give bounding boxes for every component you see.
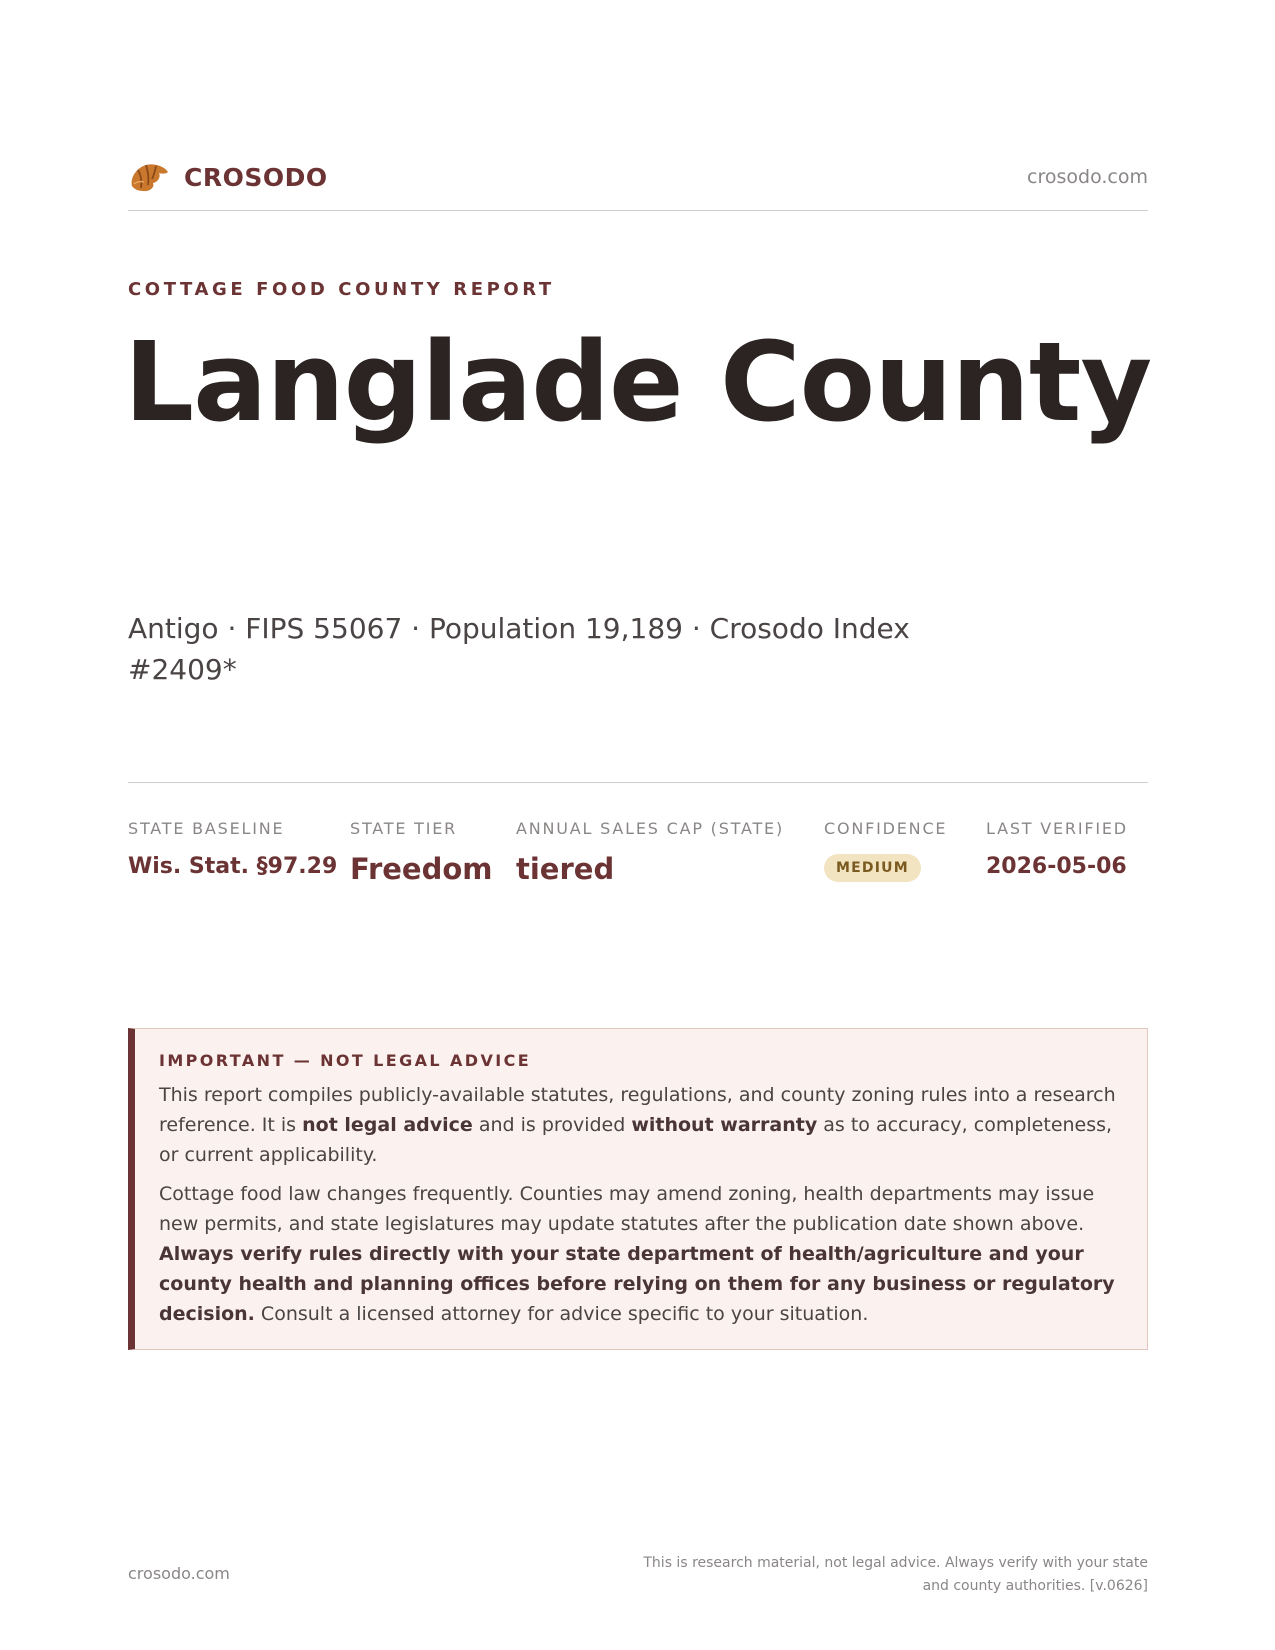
stat-state-tier bbox=[350, 819, 493, 886]
report-eyebrow: COTTAGE FOOD COUNTY REPORT bbox=[128, 279, 555, 300]
croissant-icon bbox=[128, 158, 170, 196]
stat-state-baseline bbox=[128, 819, 337, 879]
brand bbox=[128, 158, 328, 196]
brand-name: CROSODO bbox=[184, 162, 328, 192]
legal-notice bbox=[128, 1028, 1148, 1350]
notice-heading: IMPORTANT — NOT LEGAL ADVICE bbox=[159, 1051, 532, 1070]
header-url[interactable]: crosodo.com bbox=[1027, 166, 1148, 188]
confidence-badge: MEDIUM bbox=[824, 854, 921, 882]
stat-confidence bbox=[824, 819, 947, 882]
stat-label: STATE TIER bbox=[350, 819, 458, 838]
page-header bbox=[128, 158, 1148, 211]
notice-paragraph-1: This report compiles publicly-available statutes, regulations, and county zoning rules into a research reference. It is not legal advice and is provided without warranty as to accuracy, completeness, or current applicability. bbox=[159, 1084, 1116, 1166]
report-subtitle: Antigo · FIPS 55067 · Population 19,189 · Crosodo Index #2409* bbox=[128, 612, 910, 686]
stat-label: LAST VERIFIED bbox=[986, 819, 1128, 838]
page-title: Langlade County bbox=[124, 318, 1152, 446]
stat-last-verified bbox=[986, 819, 1128, 879]
stat-label: CONFIDENCE bbox=[824, 819, 948, 838]
stat-value: tiered bbox=[516, 852, 615, 886]
footer-disclaimer: This is research material, not legal advice. Always verify with your state and county authorities. [v.0626] bbox=[643, 1555, 1148, 1594]
report-page bbox=[124, 0, 1152, 1650]
stat-value: Wis. Stat. §97.29 bbox=[128, 854, 338, 879]
stat-annual-sales-cap bbox=[516, 819, 784, 886]
notice-paragraph-2: Cottage food law changes frequently. Counties may amend zoning, health departments may issue new permits, and state legislatures may update statutes after the publication date shown above. Always verify rules directly with your state department of health/agriculture and your county health and planning offices before relying on them for any business or regulatory decision. Consult a licensed attorney for advice specific to your situation. bbox=[159, 1183, 1115, 1325]
stat-value: 2026-05-06 bbox=[986, 854, 1127, 879]
footer-url[interactable]: crosodo.com bbox=[128, 1564, 230, 1583]
stat-value: Freedom bbox=[350, 852, 493, 886]
stats-row bbox=[128, 782, 1148, 886]
stat-label: STATE BASELINE bbox=[128, 819, 285, 838]
stat-label: ANNUAL SALES CAP (STATE) bbox=[516, 819, 785, 838]
